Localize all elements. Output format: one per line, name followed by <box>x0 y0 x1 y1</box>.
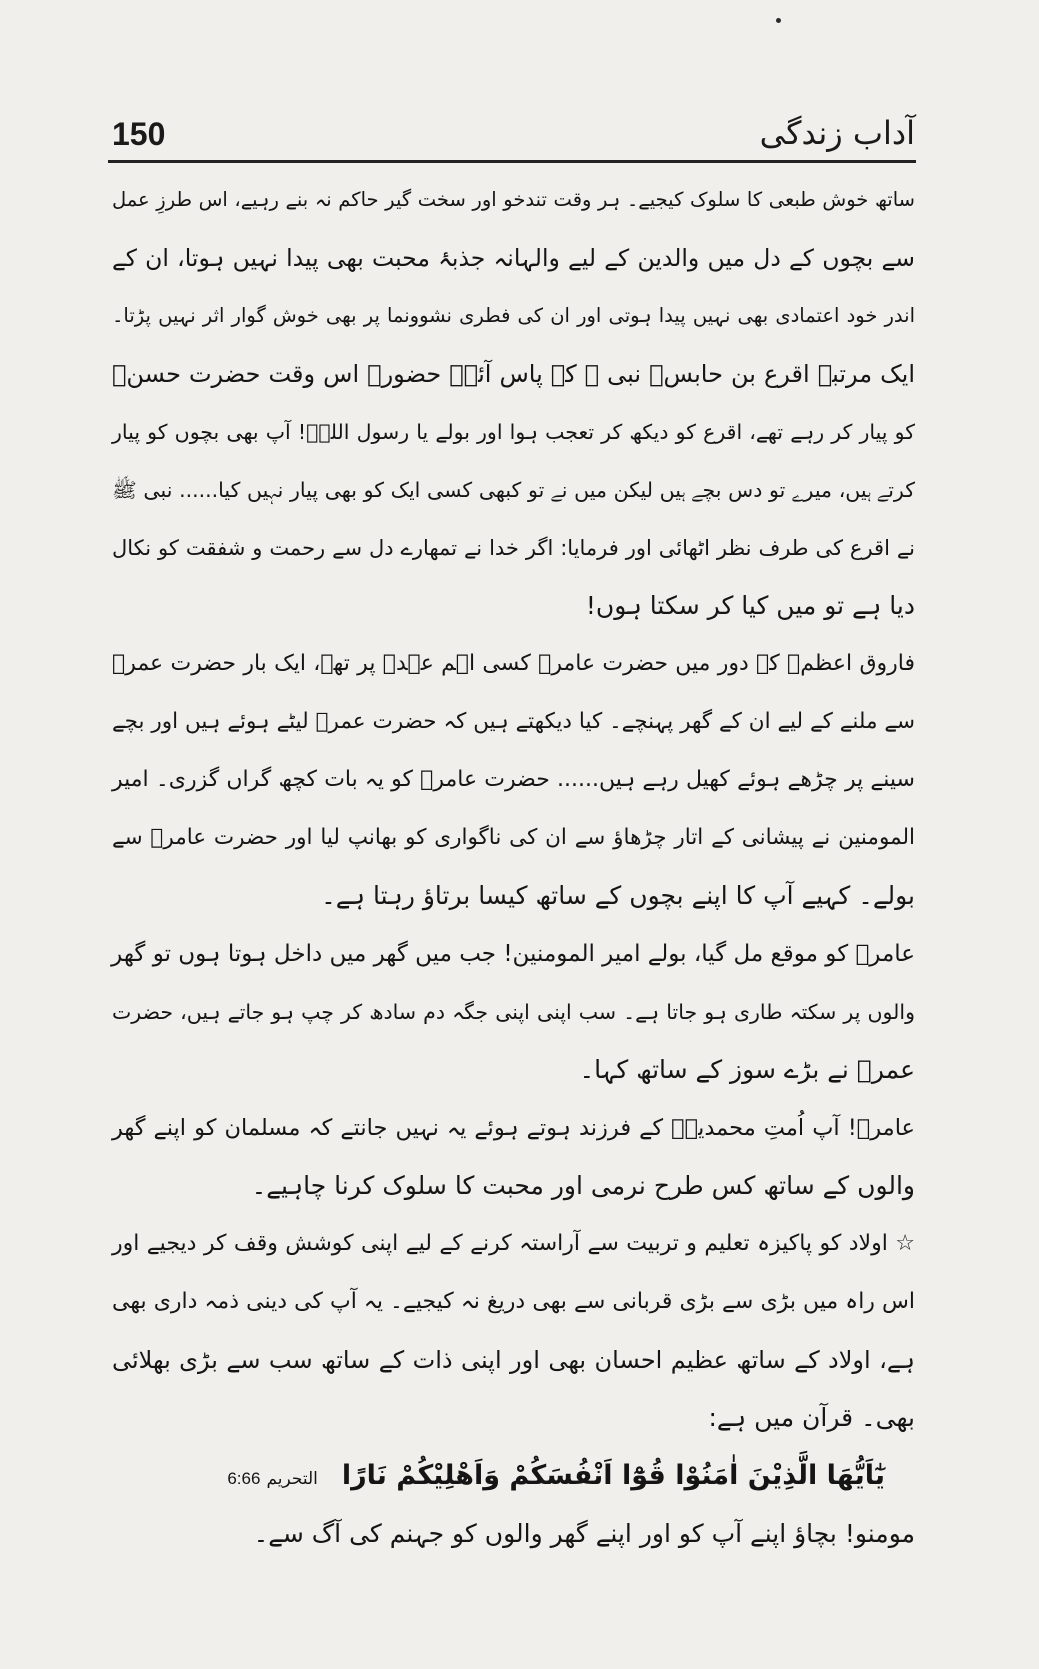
header-rule <box>108 160 916 163</box>
text-line: ہے، اولاد کے ساتھ عظیم احسان بھی اور اپنی ذات کے ساتھ سب سے بڑی بھلائی <box>112 1346 915 1374</box>
page-number: 150 <box>112 116 166 152</box>
verse-translation: مومنو! بچاؤ اپنے آپ کو اور اپنے گھر والوں کو جہنم کی آگ سے۔ <box>253 1519 915 1548</box>
quran-verse-line <box>112 1447 915 1505</box>
text-line: عامرؓ کو موقع مل گیا، بولے امیر المومنین! جب میں گھر میں داخل ہوتا ہوں تو گھر <box>111 941 915 967</box>
text-line: ☆ اولاد کو پاکیزہ تعلیم و تربیت سے آراستہ کرنے کے لیے اپنی کوشش وقف کر دیجیے اور <box>112 1231 915 1256</box>
text-line: سے ملنے کے لیے ان کے گھر پہنچے۔ کیا دیکھتے ہیں کہ حضرت عمرؓ لیٹے ہوئے ہیں اور بچے <box>112 709 915 734</box>
text-line: بھی۔ قرآن میں ہے: <box>708 1403 915 1432</box>
text-line: نے اقرع کی طرف نظر اٹھائی اور فرمایا: اگر خدا نے تمھارے دل سے رحمت و شفقت کو نکال <box>112 536 915 560</box>
text-line: سے بچوں کے دل میں والدین کے لیے والہانہ جذبۂ محبت بھی پیدا نہیں ہوتا، ان کے <box>112 244 915 272</box>
verse-reference <box>227 1469 318 1489</box>
text-line: المومنین نے پیشانی کے اتار چڑھاؤ سے ان کی ناگواری کو بھانپ لیا اور حضرت عامرؓ سے <box>112 825 915 850</box>
text-line: سینے پر چڑھے ہوئے کھیل رہے ہیں...... حضرت عامرؓ کو یہ بات کچھ گراں گزری۔ امیر <box>112 767 915 792</box>
text-body <box>112 171 915 1563</box>
text-line: ساتھ خوش طبعی کا سلوک کیجیے۔ ہر وقت تندخو اور سخت گیر حاکم نہ بنے رہیے، اس طرزِ عمل <box>112 188 915 211</box>
quran-verse: يٰٓاَيُّهَا الَّذِيْنَ اٰمَنُوْا قُوْٓا اَنْفُسَكُمْ وَاَهْلِيْكُمْ نَارًا <box>341 1460 885 1491</box>
text-line: والوں کے ساتھ کس طرح نرمی اور محبت کا سلوک کرنا چاہیے۔ <box>251 1171 915 1200</box>
text-line: فاروق اعظمؓ کے دور میں حضرت عامرؓ کسی اہم عہدے پر تھے، ایک بار حضرت عمرؓ <box>112 651 915 676</box>
verse-surah: التحریم <box>266 1469 318 1489</box>
text-line: والوں پر سکتہ طاری ہو جاتا ہے۔ سب اپنی اپنی جگہ دم سادھ کر چپ ہو جاتے ہیں، حضرت <box>112 1000 915 1024</box>
ink-dot <box>776 18 781 23</box>
verse-number: 6:66 <box>227 1469 261 1488</box>
text-line: عامرؓ! آپ اُمتِ محمدیہؐ کے فرزند ہوتے ہوئے یہ نہیں جانتے کہ مسلمان کو اپنے گھر <box>112 1115 915 1141</box>
text-line: بولے۔ کہیے آپ کا اپنے بچوں کے ساتھ کیسا برتاؤ رہتا ہے۔ <box>321 881 915 910</box>
text-line: کو پیار کر رہے تھے، اقرع کو دیکھ کر تعجب ہوا اور بولے یا رسول اللہؐ! آپ بھی بچوں کو پیار <box>112 420 915 444</box>
text-line: اس راہ میں بڑی سے بڑی قربانی سے بھی دریغ نہ کیجیے۔ یہ آپ کی دینی ذمہ داری بھی <box>112 1289 915 1314</box>
text-line: عمرؓ نے بڑے سوز کے ساتھ کہا۔ <box>579 1055 915 1084</box>
text-line: ایک مرتبہ اقرع بن حابسؓ نبی ﷺ کے پاس آئے۔ حضورؐ اس وقت حضرت حسنؓ <box>112 360 915 388</box>
running-title: آداب زندگی <box>759 114 915 152</box>
text-line: کرتے ہیں، میرے تو دس بچے ہیں لیکن میں نے تو کبھی کسی ایک کو بھی پیار نہیں کیا...... نبی ﷺ <box>112 478 915 502</box>
text-line: دیا ہے تو میں کیا کر سکتا ہوں! <box>585 591 915 620</box>
text-line: اندر خود اعتمادی بھی نہیں پیدا ہوتی اور ان کی فطری نشوونما پر بھی خوش گوار اثر نہیں پڑتا۔ <box>112 304 915 327</box>
